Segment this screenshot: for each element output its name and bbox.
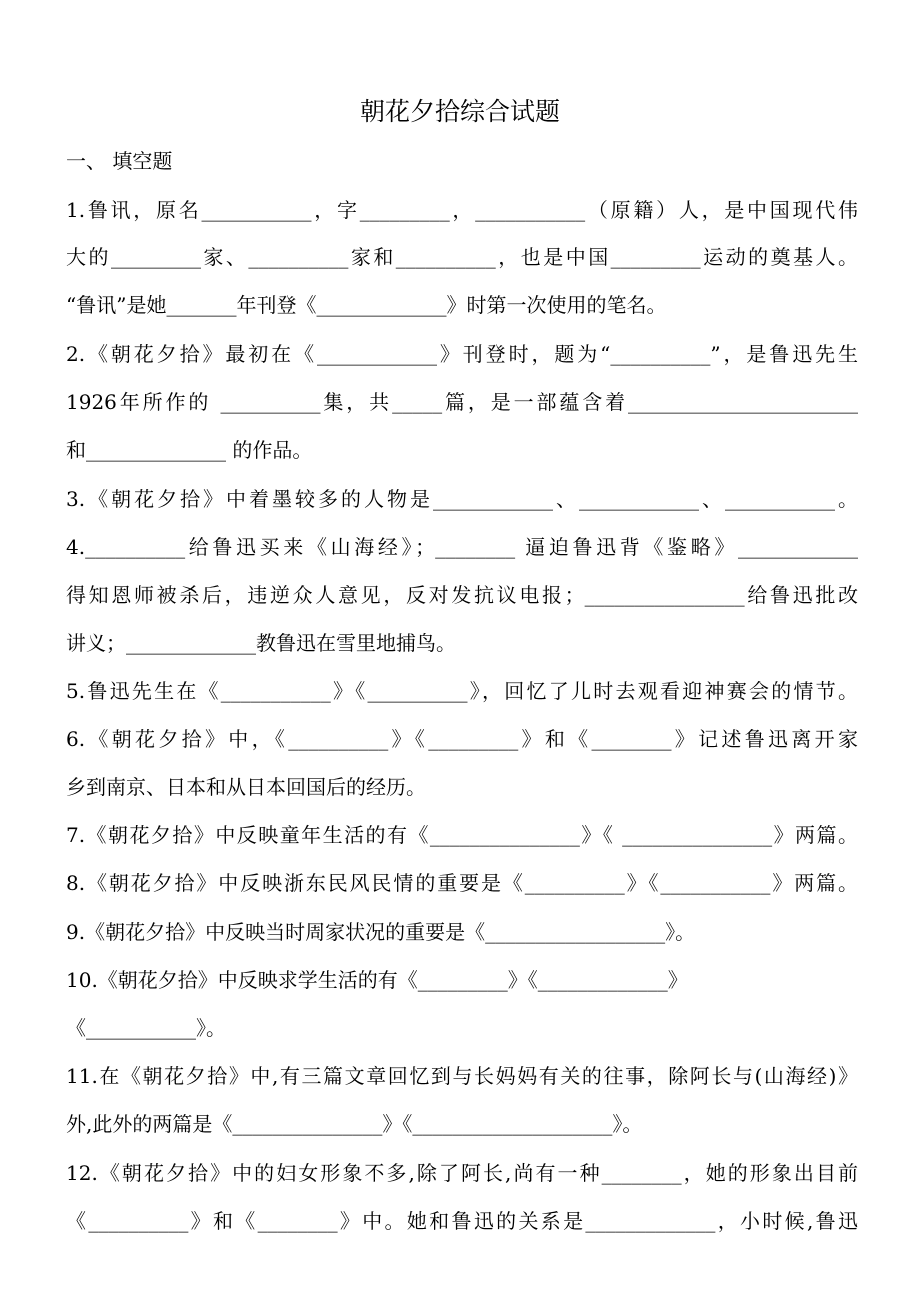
- question-line: 3.《朝花夕拾》中着墨较多的人物是____________、____________、___________。: [66, 487, 858, 511]
- question-line: 5.鲁迅先生在《___________》《__________》，回忆了儿时去观看迎神赛会的情节。: [66, 679, 858, 703]
- question-line: 6.《朝花夕拾》中，《__________》《_________》和《________》记述鲁迅离开家: [66, 727, 858, 751]
- question-line: 9.《朝花夕拾》中反映当时周家状况的重要是《__________________》。: [66, 920, 696, 944]
- question-line: 10.《朝花夕拾》中反映求学生活的有《_________》《_____________》: [66, 968, 688, 992]
- question-line: 11.在《朝花夕拾》中,有三篇文章回忆到与长妈妈有关的往事，除阿长与(山海经)》: [66, 1064, 858, 1088]
- question-line: 1.鲁讯，原名___________，字_________，___________（原籍）人，是中国现代伟: [66, 198, 858, 222]
- question-line: 《__________》和《________》中。她和鲁迅的关系是_____________，小时候,鲁迅: [66, 1209, 858, 1233]
- question-line: 外,此外的两篇是《_______________》《____________________》。: [66, 1112, 643, 1136]
- question-line: 《___________》。: [66, 1016, 226, 1040]
- question-line: 8.《朝花夕拾》中反映浙东民风民情的重要是《__________》《___________》两篇。: [66, 871, 858, 895]
- question-line: 4.__________给鲁迅买来《山海经》；________ 逼迫鲁迅背《鉴略》____________: [66, 535, 858, 559]
- question-line: 2.《朝花夕拾》最初在《____________》刊登时，题为“__________”，是鲁迅先生: [66, 342, 858, 366]
- question-line: 1926年所作的 __________集，共_____篇，是一部蕴含着_______________________: [66, 390, 858, 414]
- question-line: 大的_________家、__________家和__________，也是中国_________运动的奠基人。: [66, 245, 858, 269]
- question-line: 和______________ 的作品。: [66, 438, 313, 462]
- document-title: 朝花夕拾综合试题: [359, 97, 560, 126]
- question-line: 7.《朝花夕拾》中反映童年生活的有《_______________》《 _______________》两篇。: [66, 823, 858, 847]
- section-heading: 一、 填空题: [66, 149, 173, 173]
- question-line: 12.《朝花夕拾》中的妇女形象不多,除了阿长,尚有一种________，她的形象出目前: [66, 1161, 858, 1185]
- question-line: 得知恩师被杀后，违逆众人意见，反对发抗议电报；________________给鲁迅批改: [66, 583, 858, 607]
- question-line: 讲义；_____________教鲁迅在雪里地捕鸟。: [66, 631, 456, 655]
- question-line: “鲁讯”是她_______年刊登《_____________》时第一次使用的笔名。: [66, 293, 667, 317]
- question-line: 乡到南京、日本和从日本回国后的经历。: [66, 775, 426, 799]
